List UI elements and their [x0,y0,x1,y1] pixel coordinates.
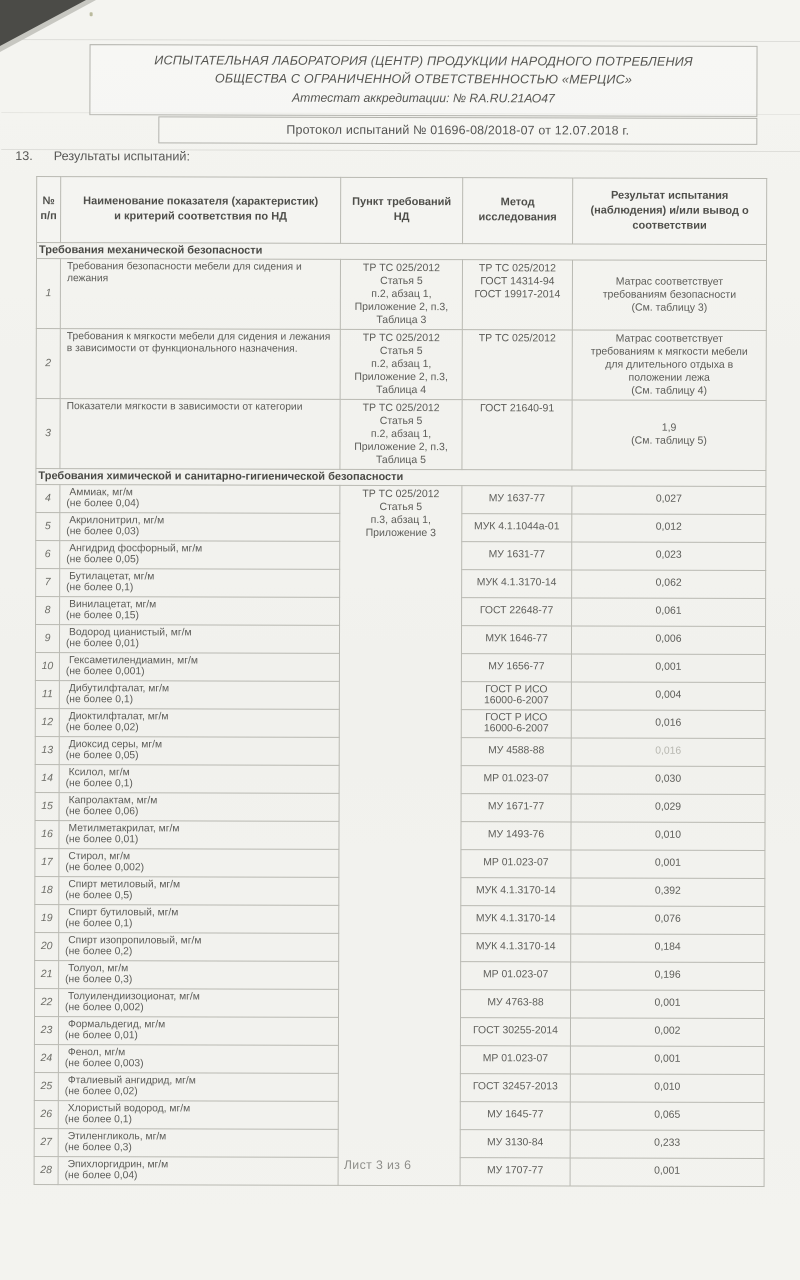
cell-name [60,568,340,597]
substance-name: Толуол, мг/м [68,962,129,974]
results-table [34,176,768,1186]
substance-limit: (не более 0,3) [65,974,133,986]
cell-num: 15 [35,792,59,820]
cell-num: 26 [34,1100,58,1128]
cell-result: 0,012 [572,513,766,542]
protocol-number-box: Протокол испытаний № 01696-08/2018-07 от 12.07.2018 г. [158,116,757,145]
cell-name [59,876,339,905]
substance-name: Стирол, мг/м [68,850,131,862]
cell-method: МУК 4.1.3170-14 [461,933,571,961]
substance-name: Аммиак, мг/м [69,486,133,498]
cell-num: 16 [35,820,59,848]
cell-method: МР 01.023-07 [461,961,571,989]
cell-result: 0,184 [571,933,765,962]
table-row [36,258,766,330]
cell-name [60,540,340,569]
substance-limit: (не более 0,04) [66,498,140,510]
substance-name: Диоктилфталат, мг/м [68,710,169,722]
cell-result: 0,002 [570,1017,764,1046]
cell-num: 2 [36,328,60,398]
cell-method: ГОСТ 30255-2014 [460,1017,570,1045]
cell-name: Требования к мягкости мебели для сидения и лежания в зависимости от функционального назначения. [60,328,340,399]
cell-num: 21 [35,960,59,988]
accreditation-line: Аттестат аккредитации: № RA.RU.21АО47 [292,90,555,106]
cell-method: МУ 1707-77 [460,1157,570,1185]
substance-name: Толуилендиизоционат, мг/м [68,990,200,1003]
cell-num: 28 [34,1156,58,1184]
cell-name [59,848,339,877]
substance-limit: (не более 0,1) [65,778,133,790]
substance-limit: (не более 0,2) [65,946,133,958]
lab-header-box [89,44,757,117]
cell-result: 0,061 [572,597,766,626]
cell-num: 25 [34,1072,58,1100]
table-row [36,398,766,470]
cell-name [60,512,340,541]
lab-title-line-1: ИСПЫТАТЕЛЬНАЯ ЛАБОРАТОРИЯ (ЦЕНТР) ПРОДУКЦИИ НАРОДНОГО ПОТРЕБЛЕНИЯ [154,53,693,69]
cell-num: 6 [36,540,60,568]
cell-method: МУ 3130-84 [460,1129,570,1157]
substance-limit: (не более 0,1) [65,694,134,706]
section-title-2: Требования химической и санитарно-гигиенической безопасности [36,468,766,486]
substance-name: Спирт изопропиловый, мг/м [68,934,202,947]
cell-num: 9 [35,624,59,652]
cell-result: 1,9 (См. таблицу 5) [572,399,766,470]
substance-name: Хлористый водород, мг/м [67,1102,191,1114]
results-table-head [37,177,767,244]
cell-result: 0,010 [570,1073,764,1102]
cell-num: 23 [34,1016,58,1044]
cell-result: 0,062 [572,569,766,598]
page-corner-fold [0,0,86,46]
cell-name [60,484,340,513]
substance-limit: (не более 0,002) [65,1002,144,1014]
substance-limit: (не более 0,06) [65,806,139,818]
cell-num: 11 [35,680,59,708]
cell-method: МР 01.023-07 [460,1045,570,1073]
cell-method: МУК 1646-77 [461,625,571,653]
cell-result: 0,029 [571,793,765,822]
cell-method: МУ 1671-77 [461,793,571,821]
substance-limit: (не более 0,1) [64,1114,132,1126]
cell-name [59,904,339,933]
cell-num: 10 [35,652,59,680]
cell-result: 0,016 [571,709,765,738]
substance-name: Ксилол, мг/м [68,766,130,778]
results-heading-label: Результаты испытаний: [53,149,190,164]
cell-result: 0,010 [571,821,765,850]
cell-num: 3 [36,398,60,468]
cell-method: ТР ТС 025/2012 ГОСТ 14314-94 ГОСТ 19917-2014 [462,259,572,329]
cell-num: 22 [35,988,59,1016]
column-header-num: № п/п [37,177,61,243]
substance-limit: (не более 0,05) [65,750,139,762]
cell-punkt: ТР ТС 025/2012 Статья 5 п.2, абзац 1, Приложение 2, п.3, Таблица 5 [340,399,462,469]
cell-result: 0,196 [571,961,765,990]
table-row [36,484,766,514]
cell-num: 14 [35,764,59,792]
substance-limit: (не более 0,02) [65,722,139,734]
cell-result: 0,001 [571,653,765,682]
cell-punkt-shared: ТР ТС 025/2012 Статья 5 п.3, абзац 1, Приложение 3 [338,485,462,1185]
substance-name: Дибутилфталат, мг/м [68,682,170,694]
substance-name: Этиленгликоль, мг/м [67,1130,167,1142]
cell-name [59,764,339,793]
section-title-1: Требования механической безопасности [36,242,766,260]
cell-method: МУК 4.1.3170-14 [461,905,571,933]
cell-result: Матрас соответствует требованиям к мягкости мебели для длительного отдыха в положении лежа (См. таблицу 4) [572,329,766,400]
substance-limit: (не более 0,01) [65,638,139,650]
cell-method: ТР ТС 025/2012 [462,329,572,399]
substance-name: Бутилацетат, мг/м [69,570,155,582]
cell-name [58,1016,338,1045]
cell-method: МУ 1631-77 [462,541,572,569]
cell-result: 0,392 [571,877,765,906]
substance-name: Фенол, мг/м [67,1046,126,1058]
cell-name [59,624,339,653]
cell-method: ГОСТ Р ИСО 16000-6-2007 [461,681,571,709]
results-table-body [34,242,766,1186]
cell-result: 0,001 [570,1045,764,1074]
cell-num: 7 [36,568,60,596]
substance-limit: (не более 0,002) [65,862,145,874]
cell-method: МУ 1637-77 [462,485,572,513]
substance-name: Формальдегид, мг/м [67,1018,166,1030]
cell-result: 0,001 [571,989,765,1018]
substance-limit: (не более 0,1) [66,582,134,594]
cell-num: 27 [34,1128,58,1156]
cell-name [58,1100,338,1129]
cell-result: 0,030 [571,765,765,794]
cell-name [59,652,339,681]
cell-name [60,596,340,625]
cell-name [59,792,339,821]
cell-name [58,1044,338,1073]
cell-name [59,960,339,989]
cell-method: ГОСТ 22648-77 [462,597,572,625]
cell-method: МР 01.023-07 [461,849,571,877]
cell-method: МУК 4.1.1044а-01 [462,513,572,541]
cell-method: ГОСТ 21640-91 [462,399,572,469]
cell-name [59,680,339,709]
cell-result: 0,233 [570,1129,764,1158]
cell-num: 5 [36,512,60,540]
substance-limit: (не более 0,04) [64,1170,138,1182]
cell-result: 0,027 [572,485,766,514]
lab-title-line-2: ОБЩЕСТВА С ОГРАНИЧЕННОЙ ОТВЕТСТВЕННОСТЬЮ «МЕРЦИС» [214,71,633,87]
page-footer: Лист 3 из 6 [343,1157,412,1173]
substance-name: Диоксид серы, мг/м [68,738,163,750]
cell-name [59,708,339,737]
substance-limit: (не более 0,5) [65,890,133,902]
cell-punkt: ТР ТС 025/2012 Статья 5 п.2, абзац 1, Приложение 2, п.3, Таблица 4 [340,329,462,399]
substance-name: Эпихлоргидрин, мг/м [67,1158,169,1170]
cell-num: 19 [35,904,59,932]
cell-num: 8 [36,596,60,624]
substance-limit: (не более 0,05) [66,554,140,566]
cell-num: 13 [35,736,59,764]
cell-name: Показатели мягкости в зависимости от категории [60,398,340,469]
table-row [36,328,766,400]
results-heading [15,149,190,163]
substance-limit: (не более 0,003) [64,1058,144,1070]
substance-name: Акрилонитрил, мг/м [69,514,165,526]
cell-method: МУК 4.1.3170-14 [462,569,572,597]
cell-method: МР 01.023-07 [461,765,571,793]
cell-name [59,820,339,849]
cell-name [59,932,339,961]
cell-method: МУ 1656-77 [461,653,571,681]
cell-result: 0,001 [571,849,765,878]
cell-method: МУК 4.1.3170-14 [461,877,571,905]
substance-name: Водород цианистый, мг/м [69,626,192,638]
cell-num: 20 [35,932,59,960]
cell-result: 0,004 [571,681,765,710]
results-heading-number: 13. [15,148,33,164]
cell-method: МУ 4588-88 [461,737,571,765]
cell-result: 0,006 [571,625,765,654]
cell-name [59,736,339,765]
substance-name: Спирт бутиловый, мг/м [68,906,179,918]
substance-name: Гексаметилендиамин, мг/м [68,654,198,667]
substance-limit: (не более 0,3) [64,1142,132,1154]
cell-result: 0,076 [571,905,765,934]
column-header-name: Наименование показателя (характеристик) и критерий соответствия по НД [61,177,341,243]
substance-limit: (не более 0,001) [65,666,145,678]
cell-method: МУ 1493-76 [461,821,571,849]
scan-artifact-line [2,39,800,42]
substance-limit: (не более 0,01) [65,834,139,846]
cell-result: 0,001 [570,1157,764,1186]
cell-result: 0,023 [572,541,766,570]
cell-num: 17 [35,848,59,876]
substance-limit: (не более 0,15) [66,610,139,622]
cell-name [58,1072,338,1101]
cell-method: МУ 4763-88 [461,989,571,1017]
substance-name: Капролактам, мг/м [68,794,158,806]
substance-name: Ангидрид фосфорный, мг/м [69,542,203,555]
cell-name [59,988,339,1017]
substance-limit: (не более 0,1) [65,918,133,930]
cell-num: 18 [35,876,59,904]
substance-name: Фталиевый ангидрид, мг/м [67,1074,196,1086]
cell-name [58,1128,338,1157]
cell-result: Матрас соответствует требованиям безопасности (См. таблицу 3) [572,259,766,330]
cell-num: 4 [36,484,60,512]
cell-method: ГОСТ Р ИСО 16000-6-2007 [461,709,571,737]
substance-name: Метилметакрилат, мг/м [68,822,180,834]
cell-result: 0,016 [571,737,765,766]
column-header-method: Метод исследования [463,178,573,244]
cell-method: МУ 1645-77 [460,1101,570,1129]
column-header-punkt: Пункт требований НД [341,177,463,243]
cell-method: ГОСТ 32457-2013 [460,1073,570,1101]
cell-result: 0,065 [570,1101,764,1130]
substance-limit: (не более 0,03) [66,526,140,538]
substance-name: Винилацетат, мг/м [69,598,157,610]
cell-num: 1 [36,258,60,328]
cell-punkt: ТР ТС 025/2012 Статья 5 п.2, абзац 1, Приложение 2, п.3, Таблица 3 [340,259,462,329]
substance-limit: (не более 0,02) [64,1086,138,1098]
substance-name: Спирт метиловый, мг/м [68,878,181,890]
cell-num: 24 [34,1044,58,1072]
cell-num: 12 [35,708,59,736]
column-header-result: Результат испытания (наблюдения) и/или вывод о соответствии [573,178,767,244]
cell-name: Требования безопасности мебели для сидения и лежания [60,258,340,329]
substance-limit: (не более 0,01) [64,1030,138,1042]
